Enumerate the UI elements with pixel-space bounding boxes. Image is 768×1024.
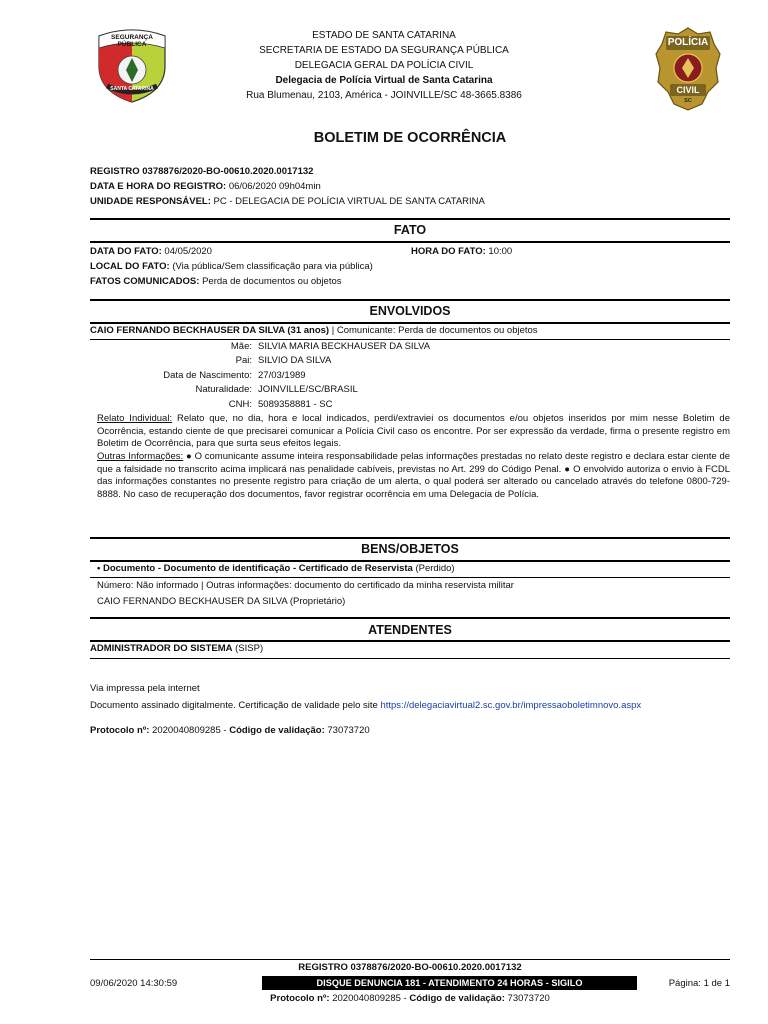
bens-item-rule [90,577,730,578]
page-footer-protocolo-value: 2020040809285 [332,993,401,1004]
protocolo-line [90,725,370,736]
unidade-value: PC - DELEGACIA DE POLÍCIA VIRTUAL DE SANTA CATARINA [213,196,485,207]
nascimento-label: Data de Nascimento: [163,370,252,381]
person-line [90,325,538,336]
mae-label: Mãe: [230,341,252,352]
page-footer-disque: DISQUE DENUNCIA 181 - ATENDIMENTO 24 HORAS - SIGILO [262,976,637,990]
data-fato-label: DATA DO FATO: [90,246,162,257]
datahora-value: 06/06/2020 09h04min [228,181,321,192]
header-police-dept: DELEGACIA GERAL DA POLÍCIA CIVIL [294,60,474,71]
hora-fato-line [411,246,512,257]
left-logo-bottom-text: SANTA CATARINA [110,86,154,92]
page-footer-datetime: 09/06/2020 14:30:59 [90,978,178,989]
person-rule [90,339,730,340]
registro-value: 0378876/2020-BO-00610.2020.0017132 [142,166,314,177]
atendente-line [90,643,263,654]
unidade-line [90,196,485,207]
header-secretariat: SECRETARIA DE ESTADO DA SEGURANÇA PÚBLICA [259,45,509,56]
relato-paragraph [97,413,730,451]
local-fato-line [90,261,373,272]
header-address: Rua Blumenau, 2103, América - JOINVILLE/SC 48-3665.8386 [246,90,522,101]
assinado-text: Documento assinado digitalmente. Certificação de validade pelo site [90,700,378,711]
registro-label: REGISTRO [90,166,140,177]
atendente-code: (SISP) [235,643,264,654]
fato-rule-bottom [90,241,730,243]
relato-text: Relato que, no dia, hora e local indicados, perdi/extraviei os documentos e/ou objetos inseridos por mim nesse Boletim de Ocorrência, estando ciente de que precisarei comunicar a Polícia Civil caso os encontre. Por ser expressão da verdade, firma o presente registro em Boletim de Ocorrência, para que surta seus efeitos legais. [97,413,730,450]
atendente-name: ADMINISTRADOR DO SISTEMA [90,643,233,654]
bens-title: BENS/OBJETOS [361,542,459,556]
fatos-comunicados-value: Perda de documentos ou objetos [202,276,342,287]
page-footer-rule [90,959,730,960]
bens-item-title: • Documento - Documento de identificação - Certificado de Reservista [97,563,413,574]
person-name: CAIO FERNANDO BECKHAUSER DA SILVA (31 anos) [90,325,330,336]
atendentes-rule-top [90,617,730,619]
relato-label: Relato Individual: [97,413,173,424]
page-footer-separator: - [400,993,410,1004]
right-logo-top-text: POLÍCIA [667,37,709,48]
bens-rule-bottom [90,560,730,562]
data-fato-value: 04/05/2020 [164,246,212,257]
protocolo-separator: - [220,725,230,736]
page-footer-protocolo [0,993,768,1004]
assinado-line [90,700,641,711]
nascimento-value: 27/03/1989 [258,370,306,381]
envolvidos-title: ENVOLVIDOS [369,304,451,318]
outras-paragraph [97,451,730,501]
bens-item-line [97,563,455,574]
cnh-label: CNH: [228,399,252,410]
hora-fato-label: HORA DO FATO: [411,246,486,257]
outras-text: ● O comunicante assume inteira responsabilidade pelas informações prestadas no relato deste registro e declara estar ciente de que a falsidade no transcrito acima implicará nas penalidade cabíveis, previstas no Art. 299 do Código Penal. ● O envolvido autoriza o envio à FCDL das informações constantes no presente registro para criação de um alerta, o qual poderá ser alterado ou cancelado através do telefone 0800-729-8888. No caso de recuperação dos documentos, favor registrar ocorrência em uma Delegacia de Polícia. [97,451,731,500]
datahora-label: DATA E HORA DO REGISTRO: [90,181,227,192]
fatos-comunicados-line [90,276,342,287]
unidade-label: UNIDADE RESPONSÁVEL: [90,196,211,207]
page-footer-protocolo-label: Protocolo nº: [270,993,330,1004]
page-footer-pagina: Página: 1 de 1 [668,978,730,989]
fatos-comunicados-label: FATOS COMUNICADOS: [90,276,200,287]
codigo-label: Código de validação: [229,725,325,736]
outras-label: Outras Informações: [97,451,184,462]
person-role: | Comunicante: Perda de documentos ou objetos [331,325,538,336]
atendentes-rule-bottom [90,640,730,642]
validation-link[interactable]: https://delegaciavirtual2.sc.gov.br/impressaoboletimnovo.aspx [380,700,642,711]
atendentes-title: ATENDENTES [368,623,452,637]
local-fato-value: (Via pública/Sem classificação para via pública) [172,261,373,272]
page-footer-codigo-value: 73073720 [507,993,550,1004]
data-fato-line [90,246,212,257]
envolvidos-rule-top [90,299,730,301]
mae-value: SILVIA MARIA BECKHAUSER DA SILVA [258,341,431,352]
page-footer-registro: REGISTRO 0378876/2020-BO-00610.2020.0017132 [298,962,522,973]
bens-item-details: Número: Não informado | Outras informações: documento do certificado da minha reservista militar [97,580,514,591]
cnh-value: 5089358881 - SC [258,399,333,410]
pai-value: SILVIO DA SILVA [258,355,332,366]
right-logo-bottom-text: CIVIL [676,85,700,95]
atendente-rule [90,658,730,659]
fato-rule-top [90,218,730,220]
naturalidade-label: Naturalidade: [195,384,252,395]
via-impressa: Via impressa pela internet [90,683,200,694]
pai-label: Pai: [235,355,252,366]
page-title: BOLETIM DE OCORRÊNCIA [313,130,507,146]
bens-item-owner: CAIO FERNANDO BECKHAUSER DA SILVA (Proprietário) [97,596,346,607]
protocolo-label: Protocolo nº: [90,725,150,736]
header-station: Delegacia de Polícia Virtual de Santa Catarina [275,75,493,86]
left-logo-top-text: SEGURANÇA PÚBLICA [111,34,153,48]
bens-item-status: (Perdido) [415,563,455,574]
codigo-value: 73073720 [327,725,370,736]
right-logo-sc-text: SC [684,98,692,104]
fato-title: FATO [393,223,427,237]
envolvidos-rule-bottom [90,322,730,324]
local-fato-label: LOCAL DO FATO: [90,261,170,272]
header-state: ESTADO DE SANTA CATARINA [312,30,456,41]
page-footer-codigo-label: Código de validação: [409,993,505,1004]
hora-fato-value: 10:00 [488,246,513,257]
bens-rule-top [90,537,730,539]
protocolo-value: 2020040809285 [152,725,221,736]
naturalidade-value: JOINVILLE/SC/BRASIL [258,384,358,395]
registro-line [90,166,313,177]
datahora-line [90,181,321,192]
